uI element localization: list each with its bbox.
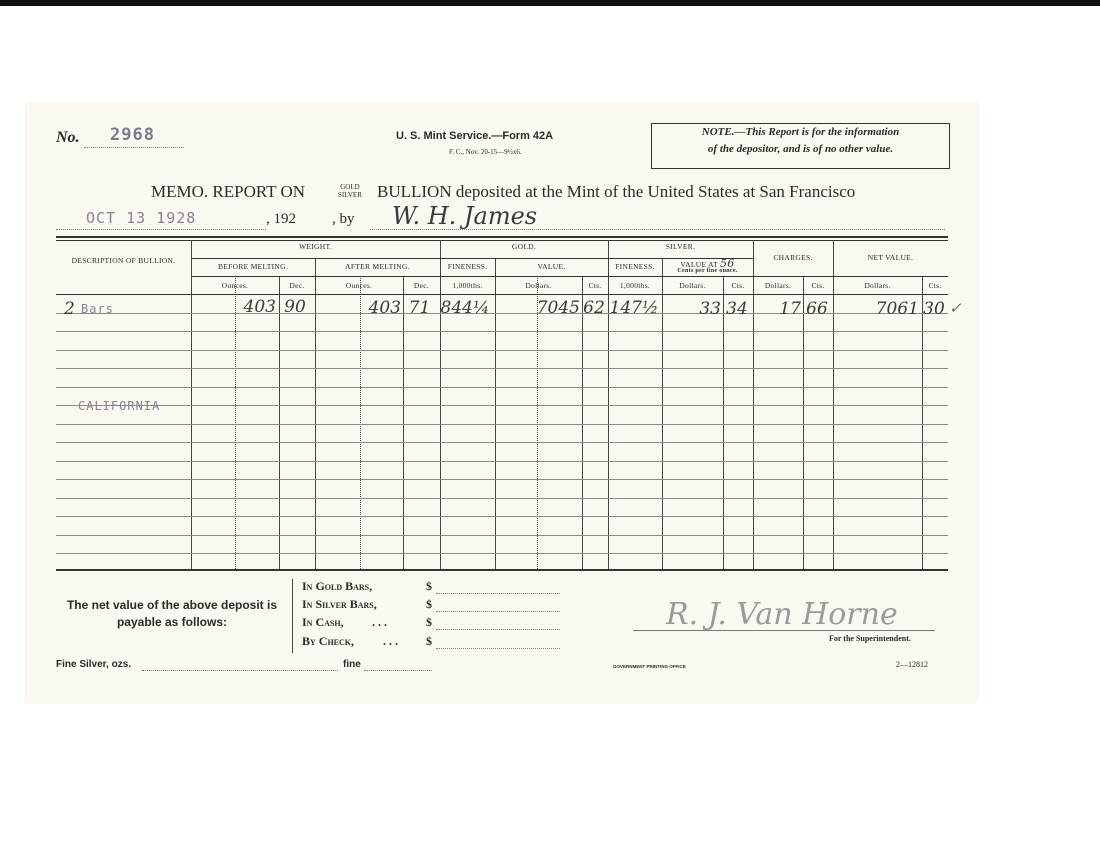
row1-before-ounces: 403	[243, 297, 276, 317]
pay-cash-dots: . . .	[372, 615, 387, 629]
row1-before-dec: 90	[284, 297, 306, 317]
col-line	[582, 276, 583, 569]
pay-silver-dollar: $	[426, 597, 432, 611]
row-rule	[56, 387, 948, 388]
form-code: F. C., Nov. 20-15—9½x6.	[449, 148, 522, 156]
unit-thousandths: 1,000ths.	[452, 281, 483, 290]
unit-dec: Dec.	[413, 281, 430, 290]
pay-check-dollar: $	[426, 634, 432, 648]
by-label: , by	[332, 211, 355, 227]
unit-cts: Cts.	[588, 281, 602, 290]
header-weight: WEIGHT.	[299, 242, 332, 251]
col-line	[922, 276, 923, 569]
unit-dec: Dec.	[289, 281, 305, 290]
depositor-name: W. H. James	[392, 202, 538, 230]
pay-check-label: By Check,	[302, 634, 355, 648]
pay-gold-bars-label: In Gold Bars,	[302, 579, 373, 593]
date-stamp: OCT 13 1928	[86, 209, 197, 227]
table-top-rule	[56, 236, 948, 238]
header-charges: CHARGES.	[773, 253, 813, 262]
payment-label-line-2: payable as follows:	[116, 615, 228, 629]
row1-charges-cts: 66	[806, 299, 828, 319]
row1-silver-cts: 34	[726, 299, 748, 319]
header-bottom-rule	[56, 294, 948, 295]
header-net-value: NET VALUE.	[867, 253, 914, 262]
row1-silver-dollars: 33	[699, 299, 721, 319]
col-line	[403, 276, 404, 569]
printing-office: GOVERNMENT PRINTING OFFICE	[613, 664, 686, 669]
row-rule	[56, 461, 948, 462]
metal-choice	[338, 183, 362, 199]
unit-dollars: Dollars.	[679, 281, 706, 290]
fine-label: fine	[343, 659, 361, 670]
header-rule	[191, 276, 948, 277]
row-rule	[56, 405, 948, 406]
row1-check-mark-icon: ✓	[949, 299, 962, 317]
row-rule	[56, 442, 948, 443]
unit-ounces: Ounces.	[345, 281, 373, 290]
signature-caption: For the Superintendent.	[829, 634, 911, 643]
row1-gold-dollars: 7045	[536, 298, 580, 318]
header-after-melting: AFTER MELTING.	[345, 262, 410, 271]
unit-cts: Cts.	[811, 281, 825, 290]
metal-silver: SILVER	[338, 191, 362, 199]
col-line	[279, 276, 280, 569]
number-underline	[84, 147, 184, 148]
unit-dollars: Dollars.	[525, 281, 552, 290]
service-title: U. S. Mint Service.—Form 42A	[396, 130, 554, 142]
header-silver-fineness: FINENESS.	[615, 262, 655, 271]
col-line	[723, 276, 724, 569]
date-underline	[56, 229, 266, 230]
value-at-rate: 56	[719, 257, 735, 270]
header-before-melting: BEFORE MELTING.	[217, 262, 289, 271]
row-rule	[56, 553, 948, 554]
note-line-1: NOTE.—This Report is for the information	[701, 126, 900, 138]
col-line	[803, 276, 804, 569]
row1-after-ounces: 403	[368, 298, 401, 318]
row1-gold-fineness: 844¼	[440, 298, 490, 318]
col-line	[360, 276, 361, 569]
bullion-report-form	[26, 103, 978, 702]
table-top-rule-2	[56, 240, 948, 241]
pay-check-dots: . . .	[383, 634, 398, 648]
fine-line	[364, 670, 432, 671]
row1-charges-dollars: 17	[779, 299, 801, 319]
col-line	[315, 258, 316, 569]
pay-silver-bars-label: In Silver Bars,	[302, 597, 377, 611]
signature-line	[633, 630, 935, 631]
unit-ounces: Ounces.	[221, 281, 249, 290]
row1-silver-fineness: 147½	[609, 298, 659, 318]
row1-net-dollars: 7061	[875, 299, 919, 319]
header-description: DESCRIPTION OF BULLION.	[71, 256, 176, 265]
pay-silver-bars-line	[436, 611, 560, 612]
unit-cts: Cts.	[731, 281, 745, 290]
payment-brace	[292, 579, 293, 653]
note-line-2: of the depositor, and is of no other value.	[707, 143, 894, 155]
table-bottom-rule	[56, 569, 948, 571]
row-rule	[56, 516, 948, 517]
header-gold-value: VALUE.	[537, 262, 566, 271]
header-gold: GOLD.	[511, 242, 537, 251]
col-line	[537, 276, 538, 569]
memo-suffix: BULLION deposited at the Mint of the United States at San Francisco	[377, 182, 856, 201]
col-line	[235, 276, 236, 569]
pay-cash-label: In Cash,	[302, 615, 344, 629]
row-rule	[56, 535, 948, 536]
year-label: , 192	[266, 211, 296, 227]
pay-cash-line	[436, 629, 560, 630]
unit-thousandths: 1,000ths.	[619, 281, 651, 290]
row-rule	[56, 479, 948, 480]
unit-cts: Cts.	[928, 281, 942, 290]
metal-gold: GOLD	[340, 183, 360, 191]
row1-net-cts: 30	[923, 299, 945, 319]
row1-after-dec: 71	[408, 298, 431, 318]
unit-dollars: Dollars.	[864, 281, 891, 290]
number-label: No.	[56, 129, 80, 146]
report-number: 2968	[110, 125, 155, 145]
row-rule	[56, 424, 948, 425]
row-rule	[56, 331, 948, 332]
row-rule	[56, 498, 948, 499]
row1-bar-count: 2	[64, 299, 75, 319]
col-line	[495, 258, 496, 569]
header-silver: SILVER.	[665, 242, 696, 251]
row1-description: Bars	[81, 302, 114, 316]
pay-gold-dollar: $	[426, 579, 432, 593]
pay-cash-dollar: $	[426, 615, 432, 629]
memo-prefix: MEMO. REPORT ON	[151, 182, 306, 201]
california-stamp: CALIFORNIA	[78, 399, 161, 413]
fine-silver-line	[142, 670, 338, 671]
value-at-label: VALUE AT	[680, 260, 718, 269]
superintendent-signature: R. J. Van Horne	[666, 597, 898, 632]
fine-silver-label: Fine Silver, ozs.	[56, 659, 132, 670]
payment-label	[54, 597, 290, 631]
top-edge-bar	[0, 0, 1100, 6]
form-number: 2—12812	[896, 660, 928, 669]
row-rule	[56, 350, 948, 351]
header-value-at-sub: Cents per fine ounce.	[677, 268, 738, 274]
header-gold-fineness: FINENESS.	[447, 262, 488, 271]
row1-gold-cts: 62	[583, 298, 605, 318]
pay-check-line	[436, 648, 560, 649]
unit-dollars: Dollars.	[764, 281, 792, 290]
payment-label-line-1: The net value of the above deposit is	[66, 598, 278, 612]
row-rule	[56, 368, 948, 369]
pay-gold-bars-line	[436, 593, 560, 594]
note-box	[651, 123, 950, 169]
